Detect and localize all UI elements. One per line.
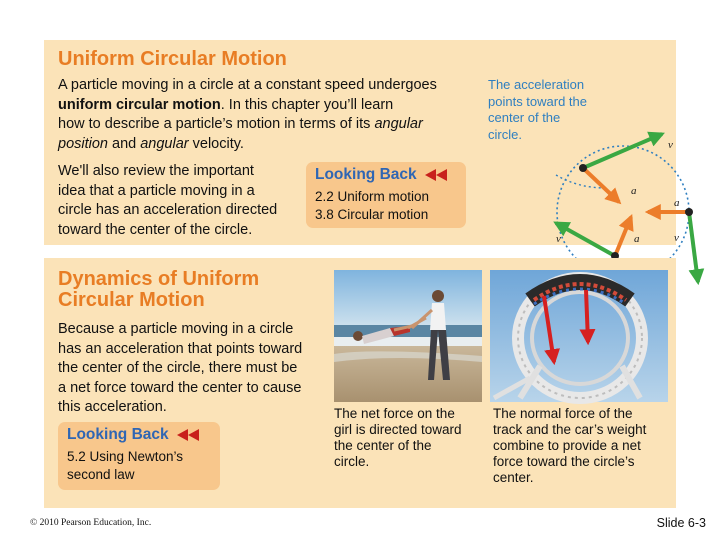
a-label: a (674, 197, 680, 209)
text-line: force toward the circle’s (493, 454, 635, 469)
looking-back-item[interactable]: 2.2 Uniform motion (315, 189, 430, 204)
looking-back-title (67, 426, 199, 444)
text-span: . In this chapter you’ll learn (220, 96, 394, 113)
intro-paragraph (58, 76, 478, 154)
review-paragraph (58, 162, 298, 240)
text-line: the center of the (334, 438, 432, 453)
dynamics-paragraph (58, 320, 330, 418)
looking-back-item[interactable]: 5.2 Using Newton’s (67, 449, 184, 464)
title-line: Dynamics of Uniform (58, 268, 260, 290)
text-line: the center of the circle, there must be (58, 360, 298, 376)
text-span: how to describe a particle’s motion in terms of its (58, 116, 375, 132)
text-line (58, 96, 478, 116)
text-line: has an acceleration that points toward (58, 340, 303, 357)
text-line: a net force toward the center to cause (58, 379, 302, 396)
uniform-circular-motion-panel (44, 40, 680, 245)
circular-motion-diagram (488, 80, 680, 245)
looking-back-label: Looking Back (315, 166, 417, 183)
coaster-caption (493, 406, 646, 486)
text-line: girl is directed toward (334, 422, 462, 437)
velocity-arrow (583, 134, 662, 168)
dynamics-panel (44, 258, 676, 508)
acceleration-arrow (583, 168, 619, 202)
a-label: a (631, 185, 637, 197)
beach-photo (334, 270, 482, 402)
text-line: points toward the (488, 93, 588, 109)
text-line (58, 115, 478, 135)
text-line: circle has an acceleration directed (58, 202, 278, 218)
text-span: and (107, 135, 141, 152)
v-label: v (556, 233, 561, 245)
looking-back-box[interactable] (58, 422, 220, 490)
looking-back-box[interactable] (306, 162, 466, 228)
looking-back-item[interactable]: second law (67, 466, 135, 482)
text-line (58, 135, 478, 155)
text-line: this acceleration. (58, 399, 167, 415)
text-line: circle. (334, 454, 370, 469)
roller-coaster-photo (490, 270, 668, 402)
title-line: Circular Motion (58, 289, 205, 311)
text-line: A particle moving in a circle at a constant speed undergoes (58, 77, 437, 93)
text-line: Because a particle moving in a circle (58, 321, 294, 337)
text-line: The acceleration (488, 77, 585, 92)
looking-back-title (315, 166, 447, 184)
copyright-notice: © 2010 Pearson Education, Inc. (30, 518, 152, 528)
girl-caption (334, 406, 462, 470)
a-label: a (634, 233, 640, 245)
velocity-arrow (556, 223, 615, 256)
text-line: The net force on the (334, 406, 455, 421)
double-arrow-left-icon (177, 429, 199, 441)
text-line: track and the car’s weight (493, 422, 647, 437)
text-line: circle. (488, 126, 522, 142)
velocity-arrow (689, 212, 698, 282)
acceleration-arrow (615, 217, 631, 256)
italic-term: angular (374, 116, 423, 132)
roller-coaster-loop-image (490, 270, 668, 402)
looking-back-item[interactable]: 3.8 Circular motion (315, 206, 429, 222)
text-line: toward the center of the circle. (58, 221, 253, 238)
text-line: We'll also review the important (58, 163, 254, 179)
double-arrow-left-icon (425, 169, 447, 181)
girl-swinging-image (334, 270, 482, 402)
text-span: velocity. (188, 135, 244, 152)
particle-dot (579, 164, 587, 172)
italic-term: angular (140, 135, 189, 152)
text-line: combine to provide a net (493, 438, 641, 453)
looking-back-items (67, 448, 183, 483)
bold-term: uniform circular motion (58, 96, 221, 113)
particle-dot (685, 208, 693, 216)
looking-back-items (315, 188, 429, 223)
text-line: idea that a particle moving in a (58, 182, 255, 199)
italic-term: position (58, 135, 108, 152)
v-label: v (674, 232, 679, 244)
slide-number: Slide 6-3 (656, 516, 706, 530)
section-title: Uniform Circular Motion (58, 48, 287, 70)
text-line: center. (493, 470, 534, 485)
v-label: v (668, 139, 673, 151)
section-title (58, 269, 259, 311)
looking-back-label: Looking Back (67, 426, 169, 443)
text-line: center of the (488, 110, 561, 125)
text-line: The normal force of the (493, 406, 633, 421)
